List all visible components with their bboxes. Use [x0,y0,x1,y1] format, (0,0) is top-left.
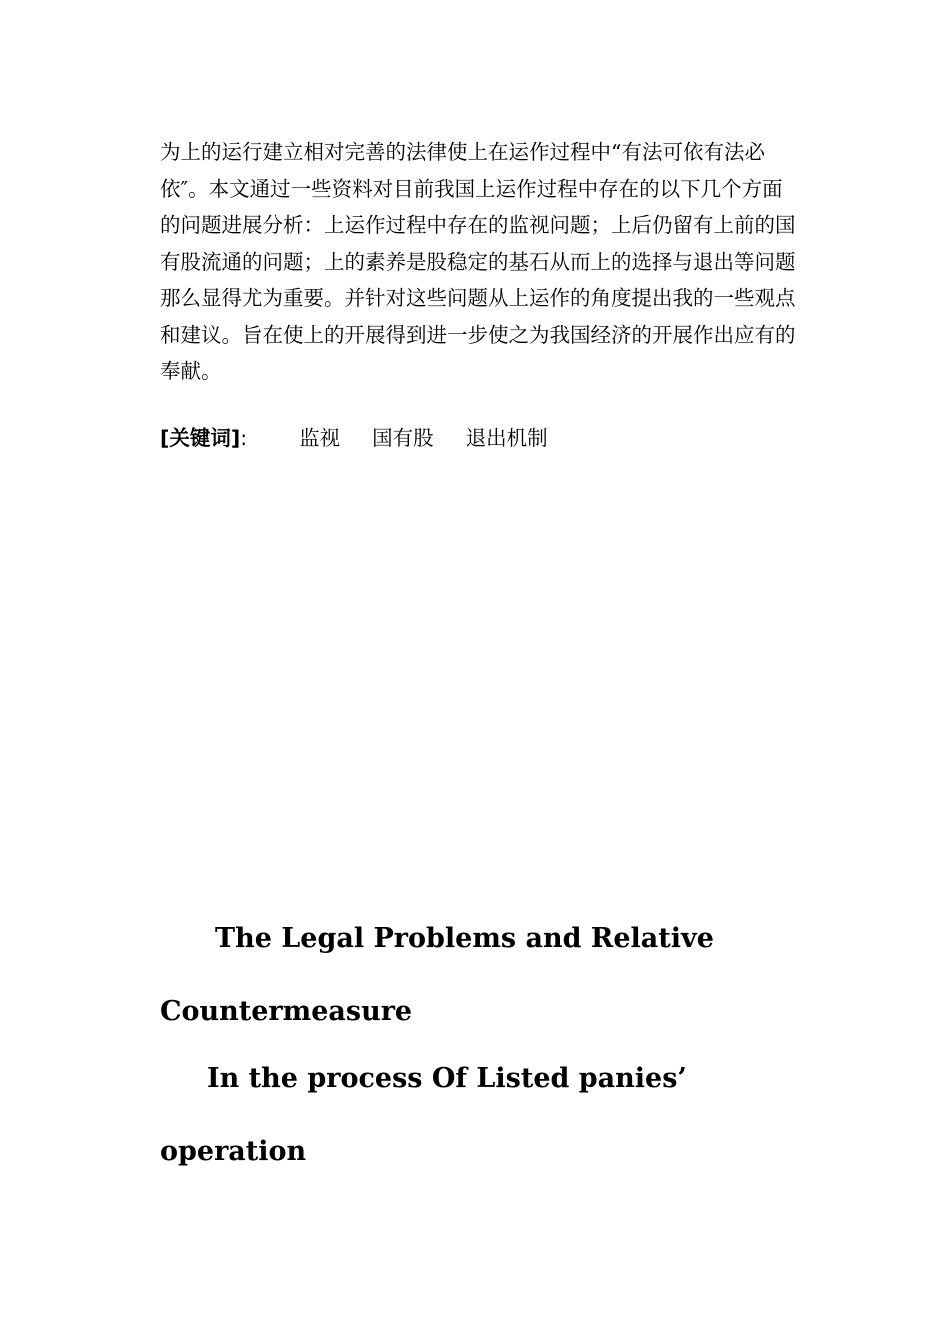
english-title-line-3: In the process Of Listed panies’ [207,1063,687,1094]
keyword-item: 国有股 [372,426,434,450]
keyword-item: 退出机制 [465,426,548,450]
keywords-row [160,423,580,453]
keyword-item: 监视 [299,426,341,450]
english-title-line-4: operation [160,1136,307,1167]
abstract-line: 有股流通的问题；上的素养是股稳定的基石从而上的选择与退出等问题 [160,249,796,274]
keywords-label: [关键词] [160,426,241,450]
abstract-line: 的问题进展分析：上运作过程中存在的监视问题；上后仍留有上前的国 [160,213,796,237]
chinese-abstract-paragraph [160,134,850,390]
english-title-line-2: Countermeasure [160,996,413,1027]
abstract-line: 那么显得尤为重要。并针对这些问题从上运作的角度提出我的一些观点 [160,286,796,310]
abstract-line: 依″。本文通过一些资料对目前我国上运作过程中存在的以下几个方面 [160,176,783,201]
abstract-line: 奉献。 [160,359,222,383]
abstract-line: 和建议。旨在使上的开展得到进一步使之为我国经济的开展作出应有的 [160,322,796,347]
english-title-line-1: The Legal Problems and Relative [215,923,714,954]
keywords-colon: : [240,426,248,450]
abstract-line: 为上的运行建立相对完善的法律使上在运作过程中“有法可依有法必 [160,140,765,164]
